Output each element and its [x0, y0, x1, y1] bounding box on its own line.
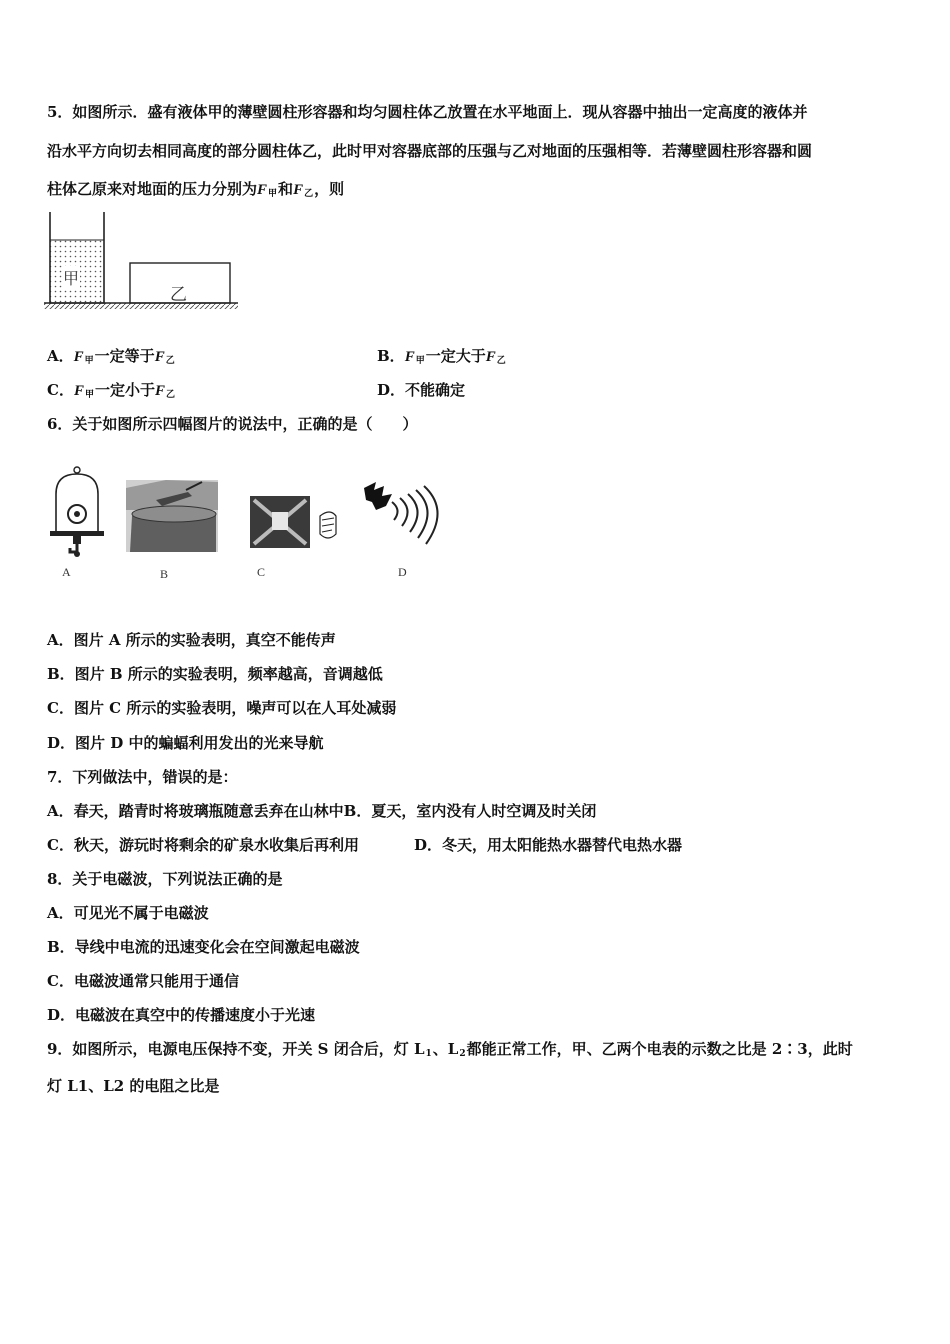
q9-stem-line1: 9．如图所示，电源电压保持不变，开关 S 闭合后，灯 $L_1$、$L_2$都能正常工作，甲、乙两个电表的示数之比是 2∶3，此时 [47, 1040, 853, 1059]
q8-option-c: C．电磁波通常只能用于通信 [47, 972, 239, 990]
q7-option-c: C．秋天，游玩时将剩余的矿泉水收集后再利用 [47, 836, 359, 854]
q5-option-c: C．$F_甲$一定小于$F_乙$ [47, 381, 176, 400]
q5-stem-line3: 柱体乙原来对地面的压力分别为$F_甲$和$F_乙$，则 [47, 180, 345, 199]
q6-stem: 6．关于如图所示四幅图片的说法中，正确的是（ ） [47, 415, 418, 433]
q6-figure-a-bell-jar [46, 464, 108, 560]
fig-label-jia: 甲 [62, 266, 80, 289]
q5-stem-line2: 沿水平方向切去相同高度的部分圆柱体乙，此时甲对容器底部的压强与乙对地面的压强相等．若薄壁圆柱形容器和圆 [47, 142, 813, 160]
q6-option-d: D．图片 D 中的蝙蝠利用发出的光来导航 [47, 734, 324, 752]
q7-options-line1: A．春天，踏青时将玻璃瓶随意丢弃在山林中B．夏天，室内没有人时空调及时关闭 [47, 802, 597, 820]
q8-option-d: D．电磁波在真空中的传播速度小于光速 [47, 1006, 316, 1024]
q5-option-d: D．不能确定 [377, 381, 466, 399]
ground-hatch [44, 303, 238, 309]
q6-option-a: A．图片 A 所示的实验表明，真空不能传声 [47, 631, 336, 649]
q8-option-b: B．导线中电流的迅速变化会在空间激起电磁波 [47, 938, 360, 956]
q5-stem-line1: 5．如图所示．盛有液体甲的薄壁圆柱形容器和均匀圆柱体乙放置在水平地面上．现从容器中抽出一定高度的液体并 [47, 103, 808, 121]
q6-figure-c-noise [250, 490, 342, 550]
q8-option-a: A．可见光不属于电磁波 [47, 904, 209, 922]
q6-option-c: C．图片 C 所示的实验表明，噪声可以在人耳处减弱 [47, 699, 397, 717]
q5-option-b: B．$F_甲$一定大于$F_乙$ [377, 347, 506, 366]
q8-stem: 8．关于电磁波，下列说法正确的是 [47, 870, 283, 888]
bat-icon [364, 482, 392, 510]
q5-option-a: A．$F_甲$一定等于$F_乙$ [47, 347, 175, 366]
q6-option-b: B．图片 B 所示的实验表明，频率越高，音调越低 [47, 665, 383, 683]
q9-stem-line2: 灯 L1、L2 的电阻之比是 [47, 1077, 220, 1095]
fig-label-yi: 乙 [170, 285, 187, 305]
q6-caption-c: C [257, 565, 266, 579]
q6-caption-d: D [398, 565, 407, 579]
q6-figure-d-bat [362, 480, 448, 550]
q6-caption-a: A [62, 565, 71, 579]
q6-caption-b: B [160, 567, 169, 581]
q7-stem: 7．下列做法中，错误的是： [47, 768, 238, 786]
q5-figure [44, 210, 240, 316]
q6-figure-b-drum [126, 480, 218, 552]
q7-option-d: D．冬天，用太阳能热水器替代电热水器 [414, 836, 683, 854]
